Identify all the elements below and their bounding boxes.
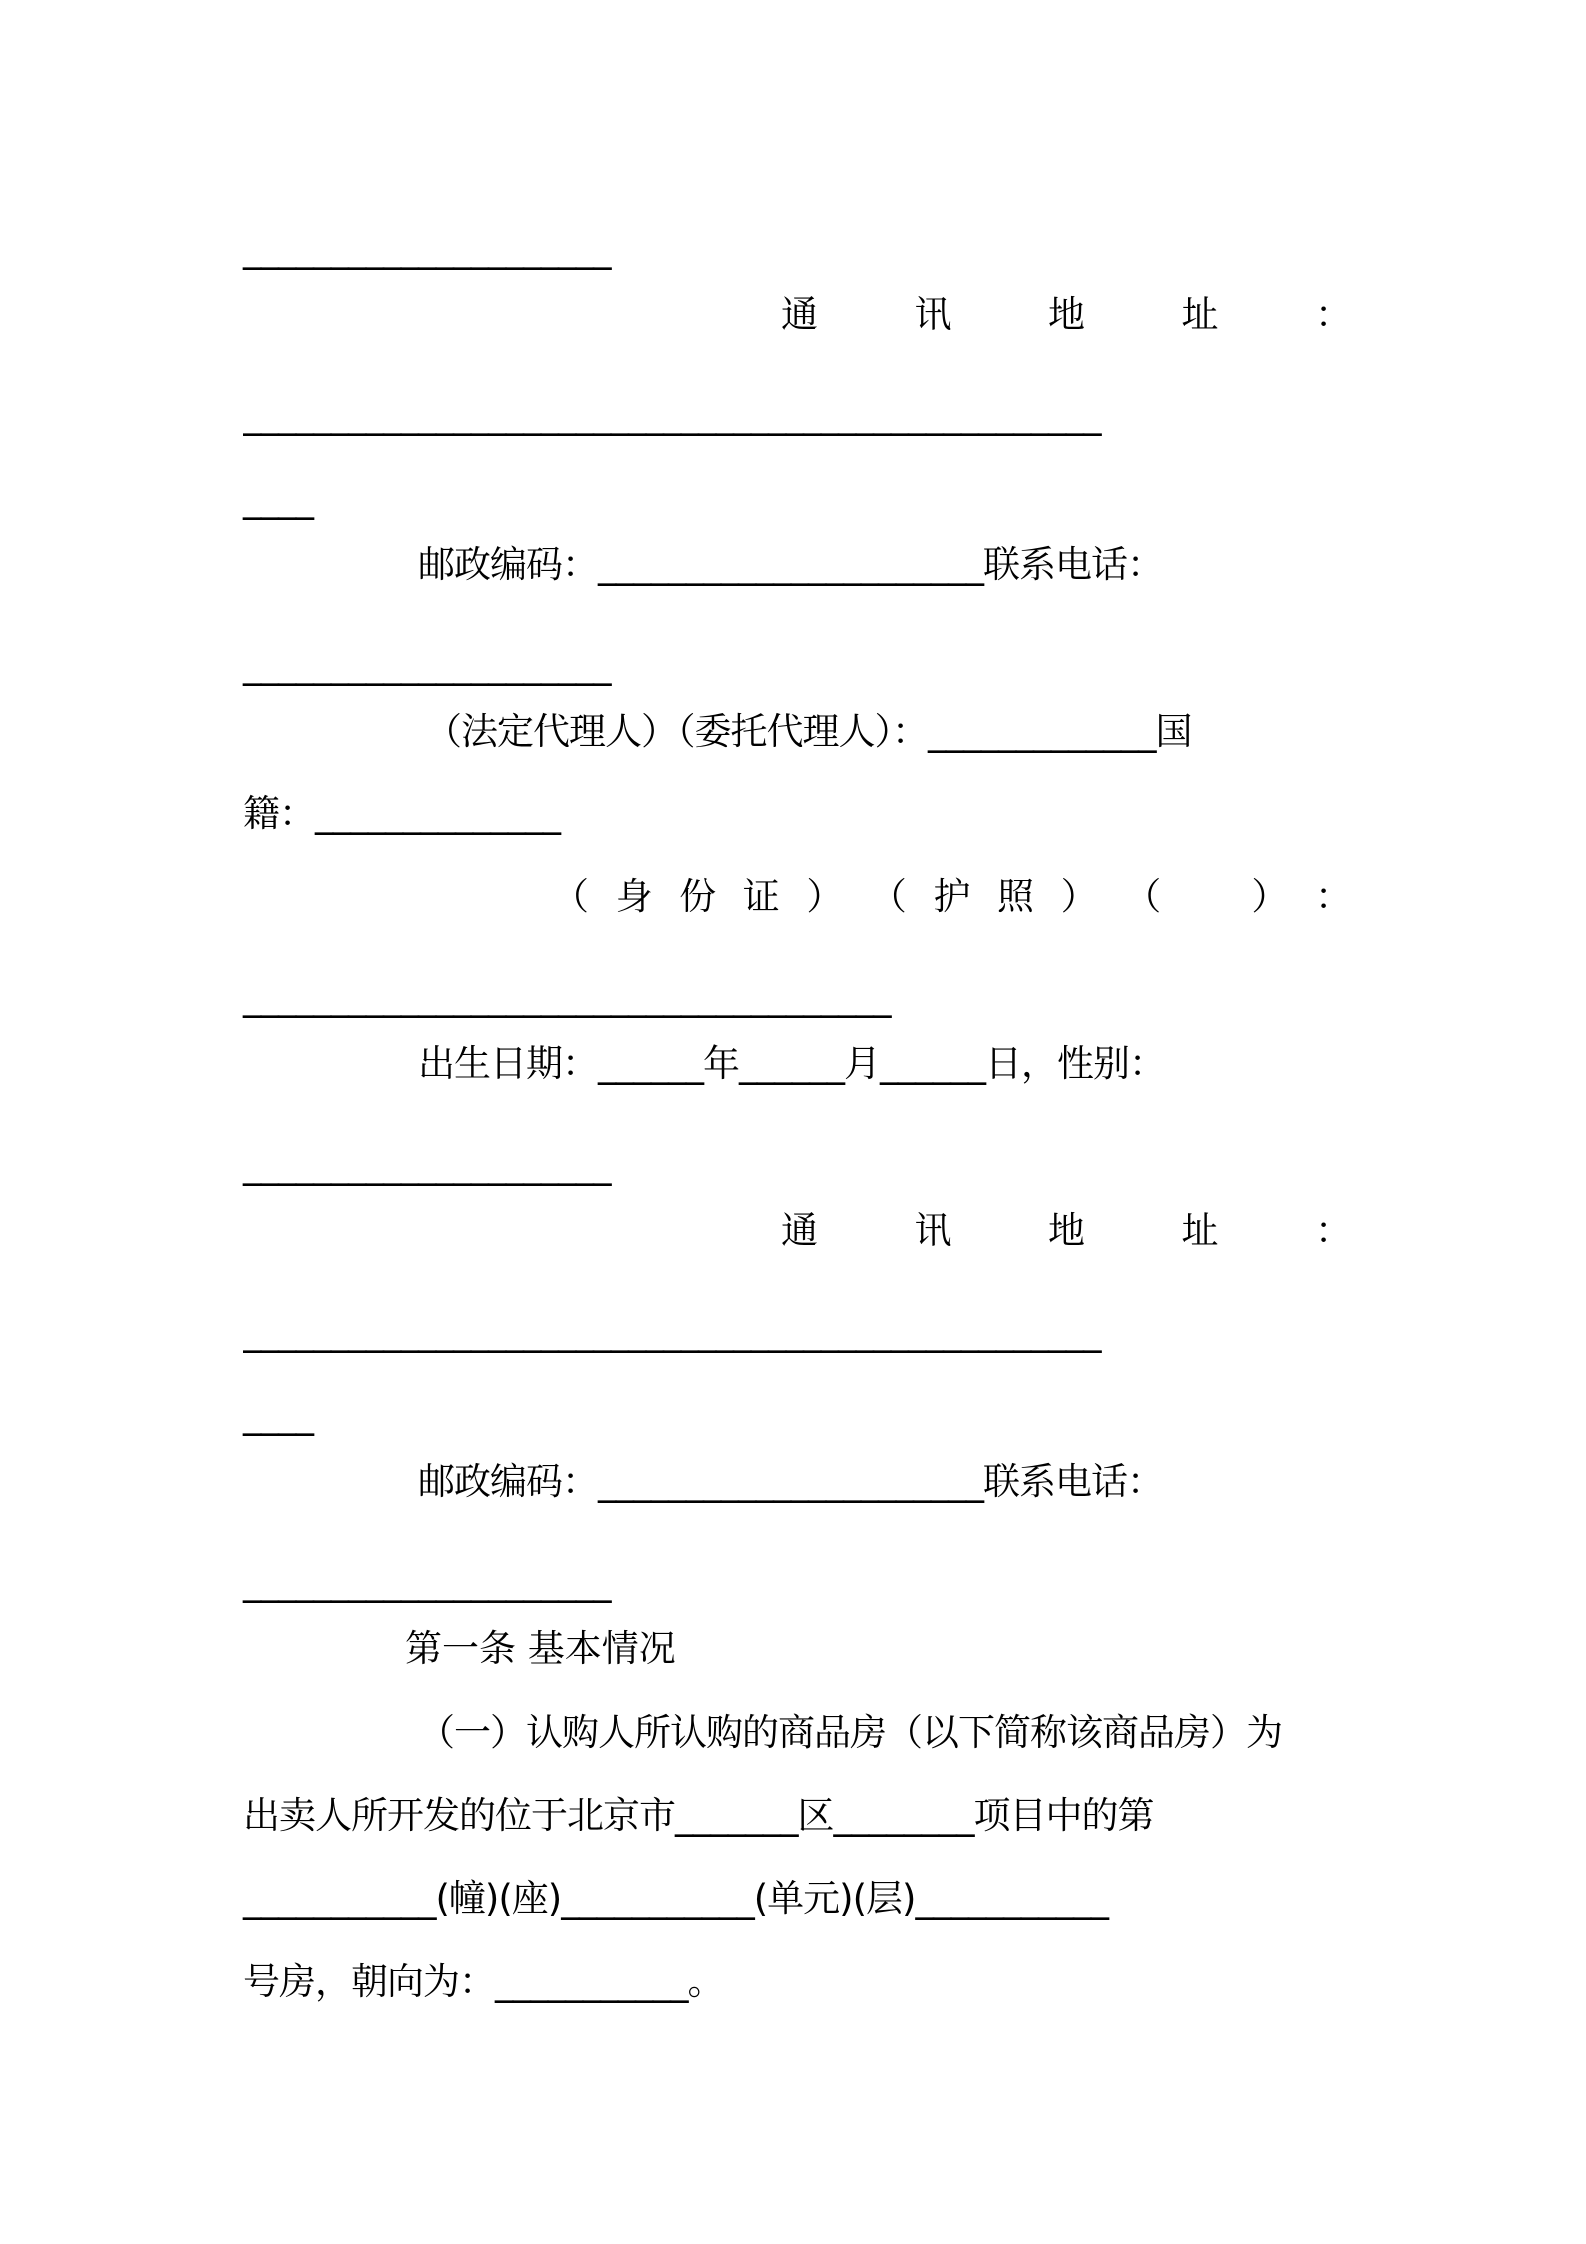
address-blank: _________________________________________________: [243, 1310, 1101, 1353]
address-label-char: ：: [1315, 1209, 1352, 1252]
address-label-char: 通: [781, 293, 818, 336]
postal-phone-line: 邮政编码：______________________联系电话：: [418, 543, 1163, 586]
address-label-char: 址: [1181, 293, 1219, 336]
address-label-char: 地: [1048, 293, 1085, 336]
paragraph-line: 号房，朝向为：___________。: [243, 1960, 724, 2003]
gender-blank: _____________________: [243, 1143, 611, 1186]
address-blank: _________________________________________________: [243, 393, 1101, 436]
article-heading: 第一条 基本情况: [405, 1627, 676, 1670]
address-blank-continued: ____: [243, 1393, 313, 1436]
id-label-char: 身: [615, 875, 653, 918]
id-label-char: ）: [1251, 875, 1289, 918]
address-label: [781, 288, 1352, 342]
id-label-char: 照: [997, 875, 1035, 918]
nationality-line: 籍：______________: [243, 792, 560, 835]
id-label-char: 证: [742, 875, 780, 918]
address-label-char: 地: [1048, 1209, 1085, 1252]
id-label-char: 护: [933, 875, 971, 918]
phone-blank: _____________________: [243, 1560, 611, 1603]
phone-blank: _____________________: [243, 643, 611, 686]
id-label-char: （: [552, 875, 589, 918]
id-type-label: [552, 870, 1352, 924]
address-label-char: 讯: [914, 1209, 952, 1252]
id-number-blank: _____________________________________: [243, 975, 891, 1018]
id-label-char: ）: [1060, 875, 1098, 918]
address-label-char: 讯: [914, 293, 952, 336]
birth-gender-line: 出生日期：______年______月______日，性别：: [418, 1042, 1165, 1085]
gender-blank: _____________________: [243, 227, 611, 270]
id-label-char: （: [1124, 875, 1162, 918]
id-label-char: ）: [806, 875, 844, 918]
address-blank-continued: ____: [243, 477, 313, 520]
id-label-char: （: [869, 875, 907, 918]
id-label-char: [1188, 870, 1225, 924]
id-label-char: ：: [1314, 875, 1352, 918]
paragraph-line: 出卖人所开发的位于北京市_______区________项目中的第: [243, 1794, 1154, 1837]
agent-line: （法定代理人）（委托代理人）：_____________国: [425, 710, 1192, 753]
paragraph-line: ___________(幢)(座)___________(单元)(层)___________: [243, 1877, 1108, 1920]
address-label-char: ：: [1315, 293, 1352, 336]
address-label: [781, 1204, 1352, 1258]
id-label-char: 份: [679, 875, 717, 918]
paragraph-line: （一）认购人所认购的商品房（以下简称该商品房）为: [418, 1711, 1282, 1754]
address-label-char: 址: [1181, 1209, 1219, 1252]
address-label-char: 通: [781, 1209, 818, 1252]
postal-phone-line: 邮政编码：______________________联系电话：: [418, 1460, 1163, 1503]
